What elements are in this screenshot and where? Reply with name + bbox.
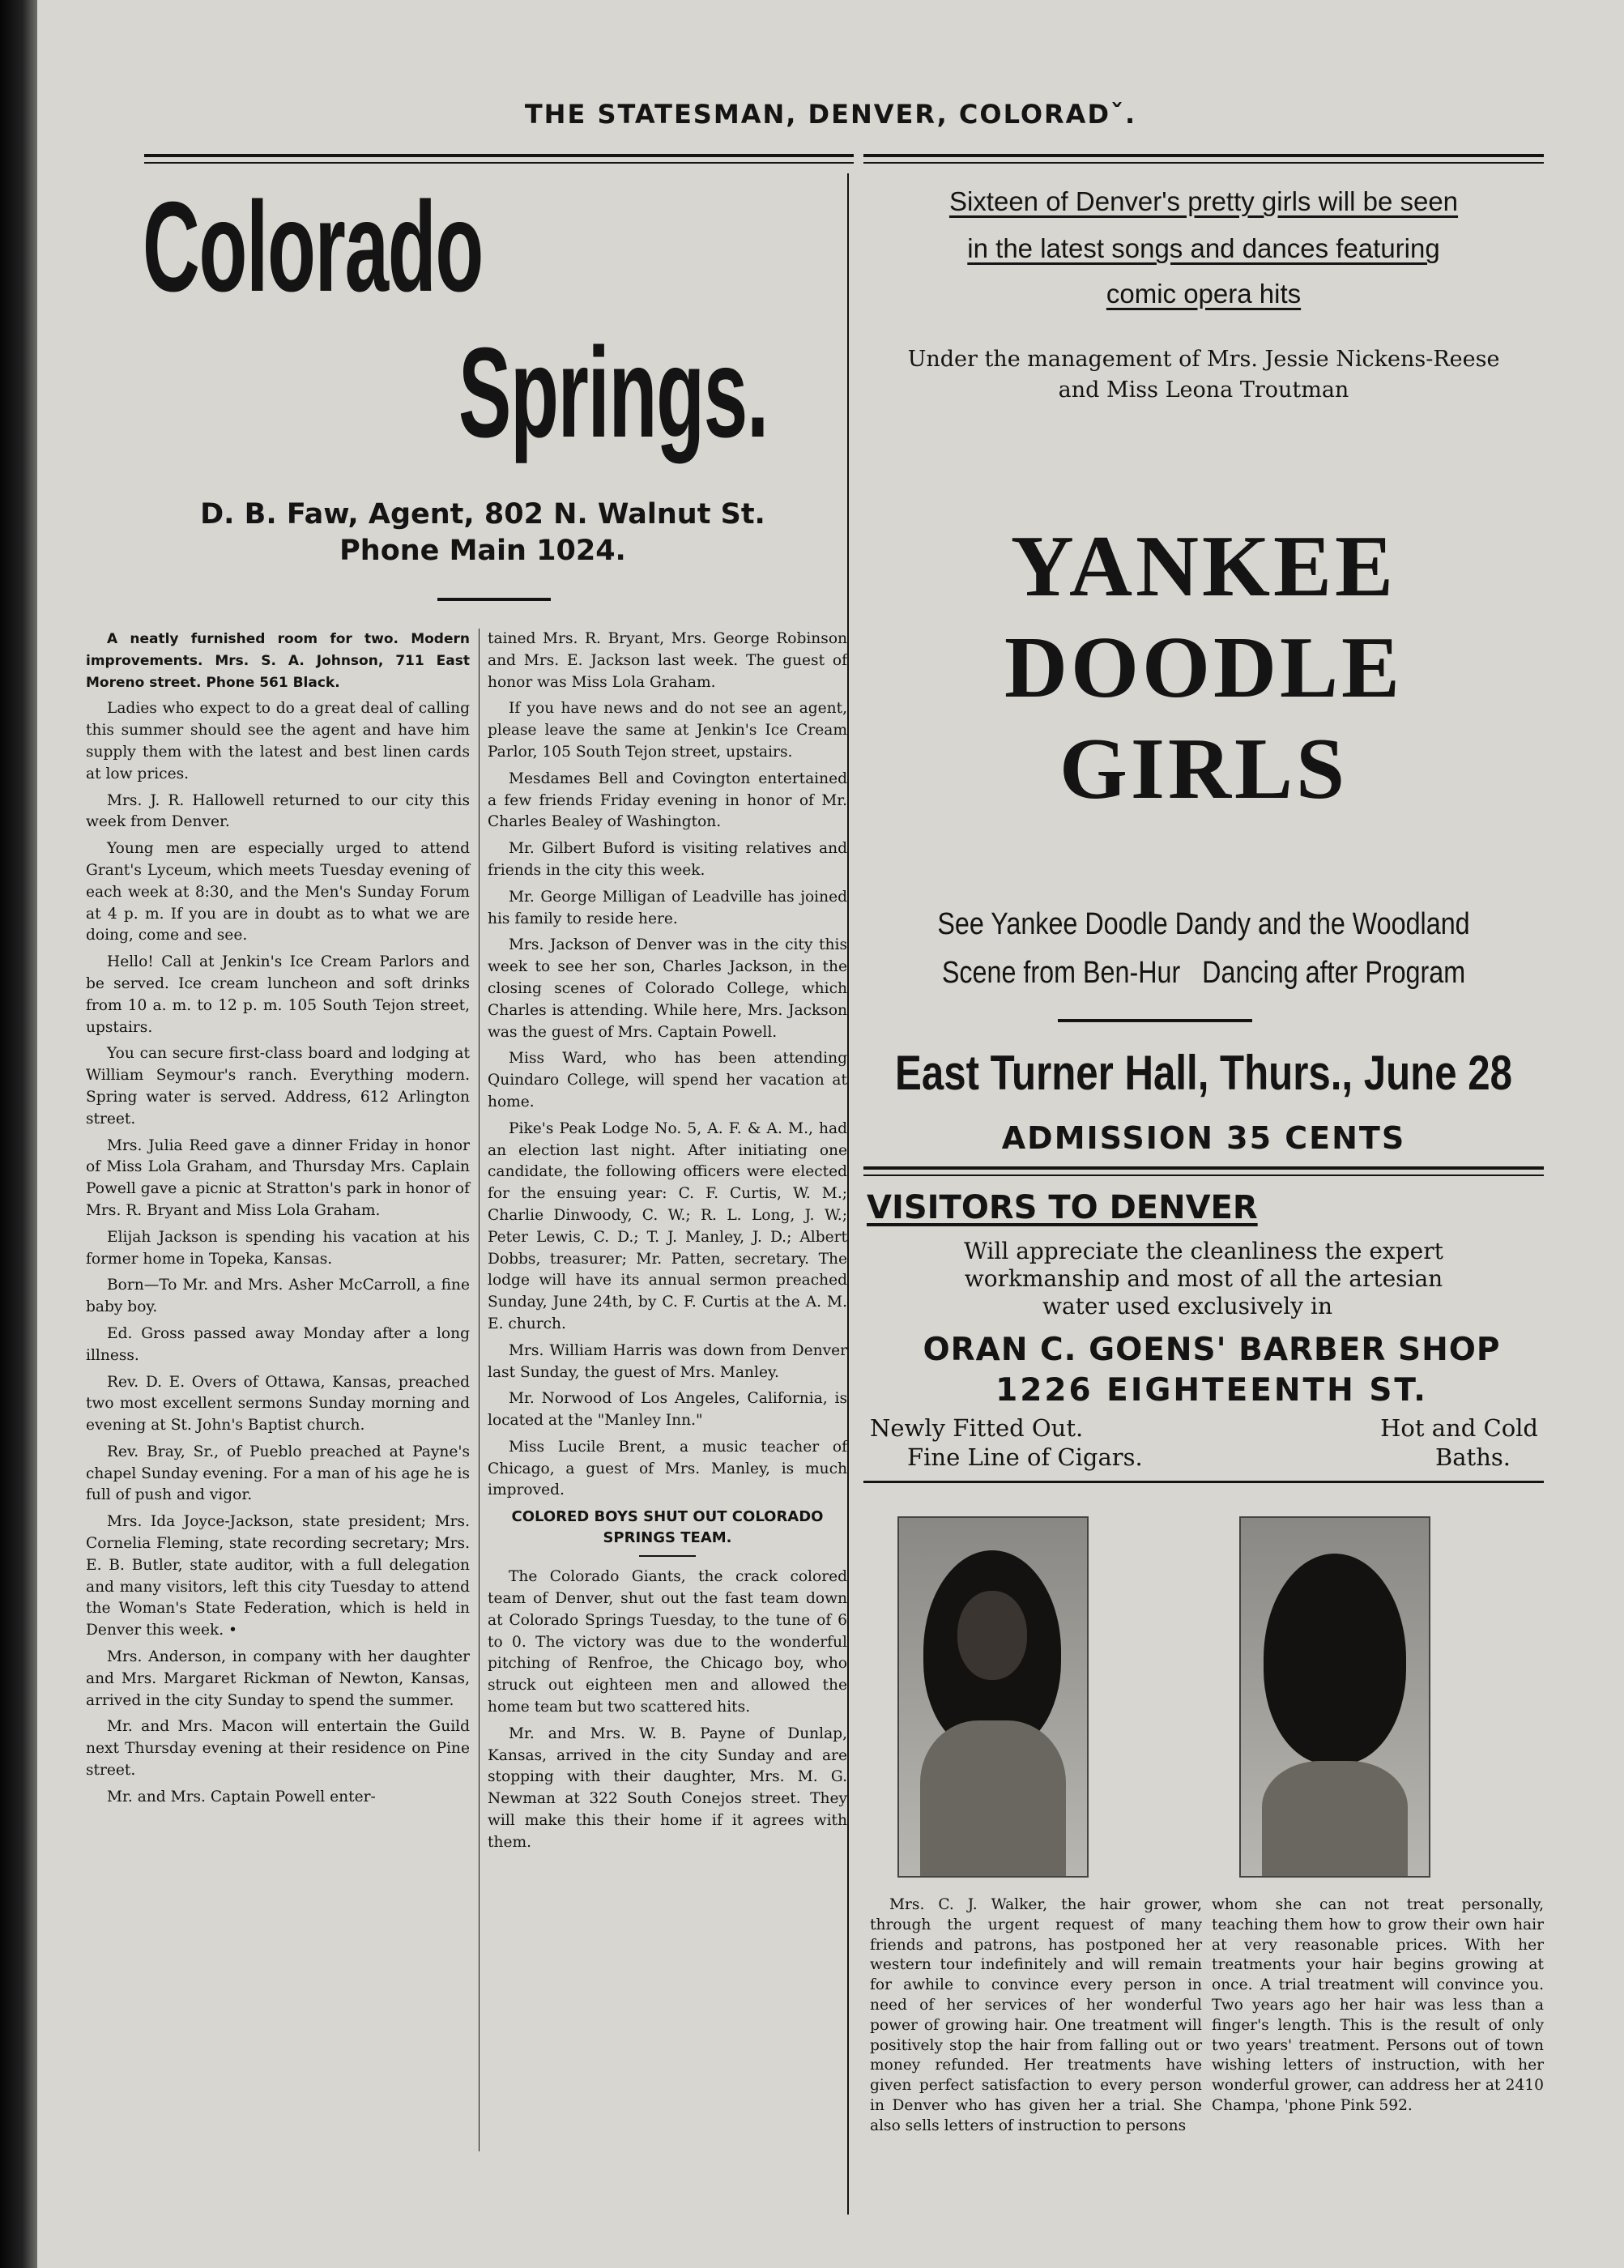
news-item: Mr. Gilbert Buford is visiting relatives and friends in the city this week. [488, 840, 847, 879]
title-springs: Springs. [458, 322, 768, 464]
news-item: Miss Ward, who has been attending Quindaro College, will spend her vacation at home. [488, 1050, 847, 1111]
news-item: Mr. Norwood of Los Angeles, California, is located at the "Manley Inn." [488, 1390, 847, 1430]
ad-separator-1b [863, 1174, 1544, 1176]
news-item: Hello! Call at Jenkin's Ice Cream Parlors and be served. Ice cream luncheon and soft drinks from 10 a. m. to 12 p. m. 105 South Tejon street, upstairs. [86, 953, 470, 1036]
ad-visitors-text-2: workmanship and most of all the artesian [964, 1265, 1443, 1292]
ad-management-2: and Miss Leona Troutman [1058, 377, 1349, 403]
news-item: Miss Lucile Brent, a music teacher of Chicago, a guest of Mrs. Manley, is much improved. [488, 1438, 847, 1499]
ad-hall-line: East Turner Hall, Thurs., June 28 [895, 1046, 1512, 1100]
walker-text-b: whom she can not treat personally, teaching them how to grow their own hair at very reasonable prices. With her treatments your hair begins growing at once. A trial treatment will convince you. Two years ago her hair was less than a finger's length. This is the result of only two years' treatment. Persons out of town wishing letters of instruction, with her wonderful grower, can address her at 2410 Champa, 'phone Pink 592. [1212, 1896, 1544, 2114]
title-underline [437, 598, 551, 601]
news-item: A neatly furnished room for two. Modern improvements. Mrs. S. A. Johnson, 711 East Moreno street. Phone 561 Black. [86, 631, 470, 691]
news-column-2 [488, 629, 847, 1859]
ad-barber-shop: ORAN C. GOENS' BARBER SHOP [923, 1332, 1501, 1368]
ad-doodle: DOODLE [1004, 620, 1404, 716]
news-item: Mrs. Anderson, in company with her daughter and Mrs. Margaret Rickman of Newton, Kansas, arrived in the city Sunday to spend the summer. [86, 1648, 470, 1709]
phone-line: Phone Main 1024. [339, 535, 626, 567]
ad-divider-short [1058, 1019, 1252, 1022]
ad-intro-line-1: Sixteen of Denver's pretty girls will be seen [948, 186, 1459, 216]
ad-management-1: Under the management of Mrs. Jessie Nickens-Reese [907, 347, 1500, 372]
news-item: Ladies who expect to do a great deal of calling this summer should see the agent and have him supply them with the latest and best linen cards at low prices. [86, 700, 470, 782]
ad-hot-cold: Hot and Cold [1380, 1414, 1538, 1442]
ad-visitors: VISITORS TO DENVER [867, 1189, 1258, 1226]
news-item: You can secure first-class board and lodging at William Seymour's ranch. Everything modern. Spring water is served. Address, 612 Arlington street. [86, 1045, 470, 1128]
news-item: Mr. George Milligan of Leadville has joined his family to reside here. [488, 888, 847, 927]
headline-rule [639, 1555, 696, 1557]
news-item: Mrs. William Harris was down from Denver last Sunday, the guest of Mrs. Manley. [488, 1341, 847, 1381]
news-item: The Colorado Giants, the crack colored team of Denver, shut out the fast team down at Colorado Springs Tuesday, to the tune of 6 to 0. The victory was due to the wonderful pitching of Renfroe, the Chicago boy, who struck out eighteen men and allowed the home team but two scattered hits. [488, 1568, 847, 1716]
ad-barber-street: 1226 EIGHTEENTH ST. [995, 1372, 1428, 1409]
ad-visitors-text-3: water used exclusively in [1042, 1293, 1332, 1319]
right-top-rule-b [863, 162, 1544, 164]
ad-visitors-text-1: Will appreciate the cleanliness the expert [964, 1238, 1443, 1264]
ad-see-line-1: See Yankee Doodle Dandy and the Woodland [937, 907, 1470, 941]
news-item: Mrs. J. R. Hallowell returned to our city this week from Denver. [86, 791, 470, 831]
title-colorado: Colorado [143, 176, 484, 318]
ad-separator-1 [863, 1166, 1544, 1170]
news-item: Elijah Jackson is spending his vacation at his former home in Topeka, Kansas. [86, 1228, 470, 1268]
newspaper-page [37, 0, 1624, 2268]
right-top-rule-a [863, 154, 1544, 157]
left-top-rule [144, 154, 854, 157]
portrait-back-photo [1239, 1516, 1430, 1878]
news-item: If you have news and do not see an agent, please leave the same at Jenkin's Ice Cream Parlor, 105 South Tejon street, upstairs. [488, 700, 847, 761]
ad-admission: ADMISSION 35 CENTS [1001, 1120, 1406, 1156]
news-item: Mesdames Bell and Covington entertained a few friends Friday evening in honor of Mr. Charles Bealey of Washington. [488, 770, 847, 831]
news-item: Born—To Mr. and Mrs. Asher McCarroll, a fine baby boy. [86, 1277, 470, 1316]
column-divider [847, 173, 849, 2215]
portrait-front-photo [897, 1516, 1089, 1878]
ad-fitted: Newly Fitted Out. [870, 1414, 1084, 1442]
sports-headline: COLORED BOYS SHUT OUT COLORADO SPRINGS TEAM. [511, 1508, 824, 1547]
news-item: Mrs. Jackson of Denver was in the city this week to see her son, Charles Jackson, in the closing scenes of Colorado College, which Charles is attending. While here, Mrs. Jackson was the guest of Mrs. Captain Powell. [488, 936, 847, 1041]
ad-girls: GIRLS [1059, 721, 1349, 817]
news-item: Rev. D. E. Overs of Ottawa, Kansas, preached two most excellent sermons Sunday morning and evening at St. John's Baptist church. [86, 1373, 470, 1435]
walker-text-a: Mrs. C. J. Walker, the hair grower, through the urgent request of many friends and patrons, has postponed her western tour indefinitely and will remain for awhile to convince every person in need of her services of her wonderful power of growing hair. One treatment will positively stop the hair from falling out or money refunded. Her treatments have given perfect satisfaction to every person in Denver who has given her a trial. She also sells letters of instruction to persons [870, 1896, 1202, 2134]
news-item: Rev. Bray, Sr., of Pueblo preached at Payne's chapel Sunday evening. For a man of his age he is full of push and vigor. [86, 1443, 470, 1504]
news-item: Mr. and Mrs. W. B. Payne of Dunlap, Kansas, arrived in the city Sunday and are stopping with their daughter, Mrs. M. G. Newman at 322 South Conejos street. They will make this their home if it agrees with them. [488, 1724, 847, 1851]
left-top-rule-2 [144, 162, 854, 164]
ad-see-line-2: Scene from Ben-Hur Dancing after Program [941, 956, 1466, 990]
news-item: Mr. and Mrs. Captain Powell enter- [107, 1788, 376, 1805]
inner-column-divider [479, 629, 480, 2151]
news-item: Mrs. Julia Reed gave a dinner Friday in honor of Miss Lola Graham, and Thursday Mrs. Caplain Powell gave a picnic at Stratton's park in honor of Mrs. R. Bryant and Miss Lola Graham. [86, 1136, 470, 1219]
news-item: Mrs. Ida Joyce-Jackson, state president; Mrs. Cornelia Fleming, state recording secretary; Mrs. E. B. Butler, state auditor, with a full delegation and many visitors, left this city Tuesday to attend the Woman's State Federation, which is held in Denver this week. • [86, 1513, 470, 1639]
news-item: Young men are especially urged to attend Grant's Lyceum, which meets Tuesday evening of each week at 8:30, and the Men's Sunday Forum at 4 p. m. If you are in doubt as to what we are doing, come and see. [86, 840, 470, 944]
news-item: tained Mrs. R. Bryant, Mrs. George Robinson and Mrs. E. Jackson last week. The guest of honor was Miss Lola Graham. [488, 630, 847, 691]
ad-intro-line-2: in the latest songs and dances featuring [967, 233, 1440, 263]
news-item: Mr. and Mrs. Macon will entertain the Guild next Thursday evening at their residence on Pine street. [86, 1718, 470, 1780]
ad-baths: Baths. [1434, 1443, 1511, 1471]
agent-line: D. B. Faw, Agent, 802 N. Walnut St. [200, 498, 765, 531]
ad-intro-line-3: comic opera hits [1106, 279, 1302, 309]
ad-separator-2 [863, 1481, 1544, 1483]
masthead: THE STATESMAN, DENVER, COLORADˇ. [524, 99, 1137, 130]
ad-cigars: Fine Line of Cigars. [907, 1443, 1143, 1471]
news-item: Pike's Peak Lodge No. 5, A. F. & A. M., had an election last night. After initiating one candidate, the following officers were elected for the ensuing year: C. F. Curtis, W. M.; Charlie Dinwoody, C. W.; R. L. Long, J. W.; Peter Lewis, C. D.; T. J. Manley, J. D.; Albert Dobbs, treasurer; Mr. Patten, secretary. The lodge will have its annual sermon preached Sunday, June 24th, by C. F. Curtis at the A. M. E. church. [488, 1119, 847, 1332]
ad-yankee: YANKEE [1010, 518, 1397, 615]
news-item: Ed. Gross passed away Monday after a long illness. [86, 1324, 470, 1364]
news-column-1 [86, 629, 470, 1814]
scan-dark-edge [0, 0, 37, 2268]
